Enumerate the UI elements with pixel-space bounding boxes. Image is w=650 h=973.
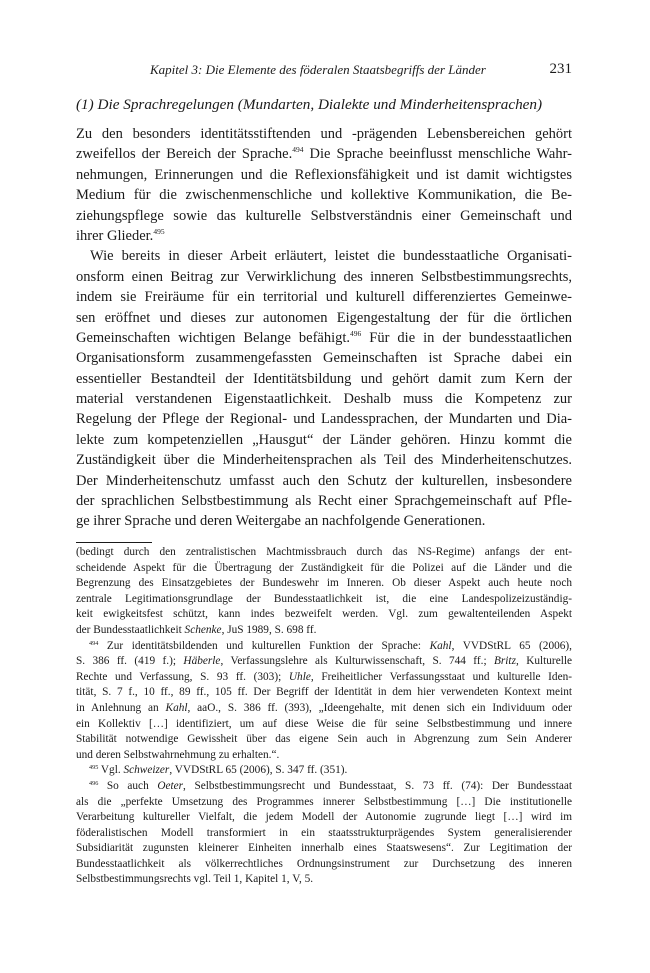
footnote-line: Subsidiarität zugunsten kleinerer Einheiten innerhalb eines Staatswesens“. Zur Legitimation der bbox=[76, 842, 572, 855]
footnote-number: 494 bbox=[89, 639, 99, 647]
footnote-ref-496[interactable]: 496 bbox=[350, 328, 362, 338]
text-line: nehmungen, Erinnerungen und die Reflexionsfähigkeit und ist damit wichtigstes bbox=[76, 166, 572, 183]
footnote-number: 496 bbox=[89, 779, 99, 787]
footnote-line: Begrenzung des Einsatzgebietes der Bundeswehr im Inneren. Ob dieser Aspekt auch heute noch bbox=[76, 577, 572, 590]
body-text bbox=[76, 124, 572, 532]
footnote-line: Bundesstaatlichkeit als völkerrechtliches Ordnungsinstrument zur Durchsetzung des inneren bbox=[76, 857, 572, 870]
text-line: Wie bereits in dieser Arbeit erläutert, leistet die bundesstaatliche Organisati- bbox=[90, 248, 572, 265]
running-header bbox=[76, 62, 572, 82]
footnote-ref-495[interactable]: 495 bbox=[153, 226, 165, 236]
footnotes bbox=[76, 545, 572, 888]
text-line: Zu den besonders identitätsstiftenden und -prägenden Lebensbereichen gehört bbox=[76, 126, 572, 142]
footnote-line: S. 386 ff. (419 f.); Häberle, Verfassungslehre als Kulturwissenschaft, S. 744 ff.; Britz, Kulturelle bbox=[76, 655, 573, 668]
footnote-line: scheidende Aspekt für die Übertragung der Zuständigkeit für die Polizei auf die Länder und die bbox=[76, 561, 572, 574]
footnote-line: ein Kollektiv […] identifiziert, um auf diese Weise die für seine Selbstbestimmung und innere bbox=[76, 717, 572, 730]
footnote-line: Stabilität notwendige Gewissheit über das eigene Sein auch in Abgrenzung zum Sein Anderer bbox=[76, 733, 572, 746]
text-line: lekte zum kompetenziellen „Hausgut“ der Länder gehören. Hinzu kommt die bbox=[76, 431, 572, 448]
text-line: material verstandenen Eigenstaatlichkeit. Deshalb muss die Kompetenz zur bbox=[76, 391, 572, 408]
footnote-number: 495 bbox=[89, 764, 99, 772]
footnote-line: keit ewigkeitsfest schützt, kann indes bezweifelt werden. Vgl. zum gewaltenteilenden Aspekt bbox=[76, 608, 572, 621]
text-line: Zuständigkeit über die Minderheitensprachen als Teil des Minderheitenschutzes. bbox=[76, 452, 572, 469]
text-line: sen eröffnet und dieses zur autonomen Eigengestaltung der für die örtlichen bbox=[76, 309, 572, 326]
author-name: Schweizer bbox=[123, 764, 170, 777]
text-line: Regelung der Pflege der Regional- und Landessprachen, der Mundarten und Dia- bbox=[76, 411, 572, 428]
footnote-separator bbox=[76, 542, 152, 543]
footnote-496: $^{496}$ So auch Oeter, Selbstbestimmungsrecht und Bundesstaat, S. 73 ff. (74): Der Bundesstaat bbox=[89, 779, 573, 792]
footnote-line: Rechte und Verfassung, S. 93 ff. (303); Uhle, Freiheitlicher Verfassungsstaat und kulturelle Iden- bbox=[76, 670, 572, 683]
footnote-line: der Bundesstaatlichkeit Schenke, JuS 1989, S. 698 ff. bbox=[76, 623, 317, 636]
footnote-line: in Anlehnung an Kahl, aaO., S. 386 ff. (393), „Ideengehalte, mit denen sich ein Individuum oder bbox=[76, 701, 572, 714]
footnote-line: und deren Selbstwahrnehmung zu erhalten.“. bbox=[76, 748, 280, 761]
footnote-line: Selbstbestimmungsrechts vgl. Teil 1, Kapitel 1, V, 5. bbox=[76, 873, 314, 886]
footnote-line: tität, S. 7 f., 10 ff., 89 ff., 105 ff. Der Begriff der Identität in dem hier verwendeten Kontext meint bbox=[76, 686, 572, 699]
author-name: Uhle, bbox=[288, 670, 314, 683]
text-line: essentieller Bestandteil der Identitätsbildung und gehört damit zum Kern der bbox=[76, 370, 572, 387]
page-number: 231 bbox=[549, 61, 572, 77]
text-line: ihrer Glieder.$^{495}$ bbox=[76, 226, 165, 244]
text-line: Organisationsform zusammengefassten Gemeinschaften ist Sprache dabei ein bbox=[76, 350, 572, 367]
author-name: Kahl bbox=[429, 639, 452, 652]
footnote-line: zentrale Legitimationsgrundlage der Bundesstaatlichkeit ist, die eine Landespolizeizuständig- bbox=[76, 592, 572, 605]
text-line: Gemeinschaften wichtigen Belange befähigt.$^{496}$ Für die in der bundesstaatlichen bbox=[76, 328, 573, 346]
text-line: ge ihrer Sprache und deren Weitergabe an nachfolgende Generationen. bbox=[76, 513, 486, 530]
running-header-title: Kapitel 3: Die Elemente des föderalen Staatsbegriffs der Länder bbox=[150, 62, 486, 77]
footnote-line: Verarbeitung kultureller Vielfalt, die jedem Modell der Autonomie zugrunde liegt […] wird im bbox=[76, 811, 572, 824]
text-line: zweifellos der Bereich der Sprache.$^{494}$ Die Sprache beeinflusst menschliche Wahr- bbox=[76, 145, 572, 163]
section-heading: (1) Die Sprachregelungen (Mundarten, Dialekte und Minderheitensprachen) bbox=[76, 96, 543, 113]
text-line: indem sie Freiräume für ein territorial und kulturell differenziertes Gemeinwe- bbox=[76, 289, 572, 306]
author-name: Oeter bbox=[157, 779, 184, 792]
footnote-line: als die „perfekte Umsetzung des Programmes innerer Selbstbestimmung […] Die institutionelle bbox=[76, 795, 572, 808]
author-name: Britz, bbox=[494, 655, 519, 668]
footnote-line: (bedingt durch den zentralistischen Machtmissbrauch durch das NS-Regime) anfangs der ent- bbox=[76, 546, 572, 558]
footnote-495: $^{495}$ Vgl. Schweizer, VVDStRL 65 (2006), S. 347 ff. (351). bbox=[89, 764, 348, 777]
text-line: onsform einen Beitrag zur Verwirklichung des inneren Selbstbestimmungsrechts, bbox=[76, 268, 572, 285]
footnote-ref-494[interactable]: 494 bbox=[292, 145, 304, 155]
footnote-494: $^{494}$ Zur identitätsbildenden und kulturellen Funktion der Sprache: Kahl, VVDStRL 65 (2006), bbox=[89, 639, 572, 652]
footnote-line: föderalistischen Modell transformiert in ein staatsstrukturprägendes System generalisierender bbox=[76, 826, 572, 839]
author-name: Schenke bbox=[184, 623, 222, 636]
text-line: Medium für die zwischenmenschliche und kollektive Kommunikation, die Be- bbox=[76, 187, 572, 204]
author-name: Häberle bbox=[183, 655, 221, 668]
author-name: Kahl bbox=[165, 701, 188, 714]
text-line: der sprachlichen Selbstbestimmung als Recht einer Sprachgemeinschaft auf Pfle- bbox=[76, 493, 572, 510]
text-line: ziehungspflege sowie das kulturelle Selbstverständnis einer Gemeinschaft und bbox=[76, 207, 572, 224]
text-line: Der Minderheitenschutz umfasst auch den Schutz der kulturellen, insbesondere bbox=[76, 472, 572, 489]
